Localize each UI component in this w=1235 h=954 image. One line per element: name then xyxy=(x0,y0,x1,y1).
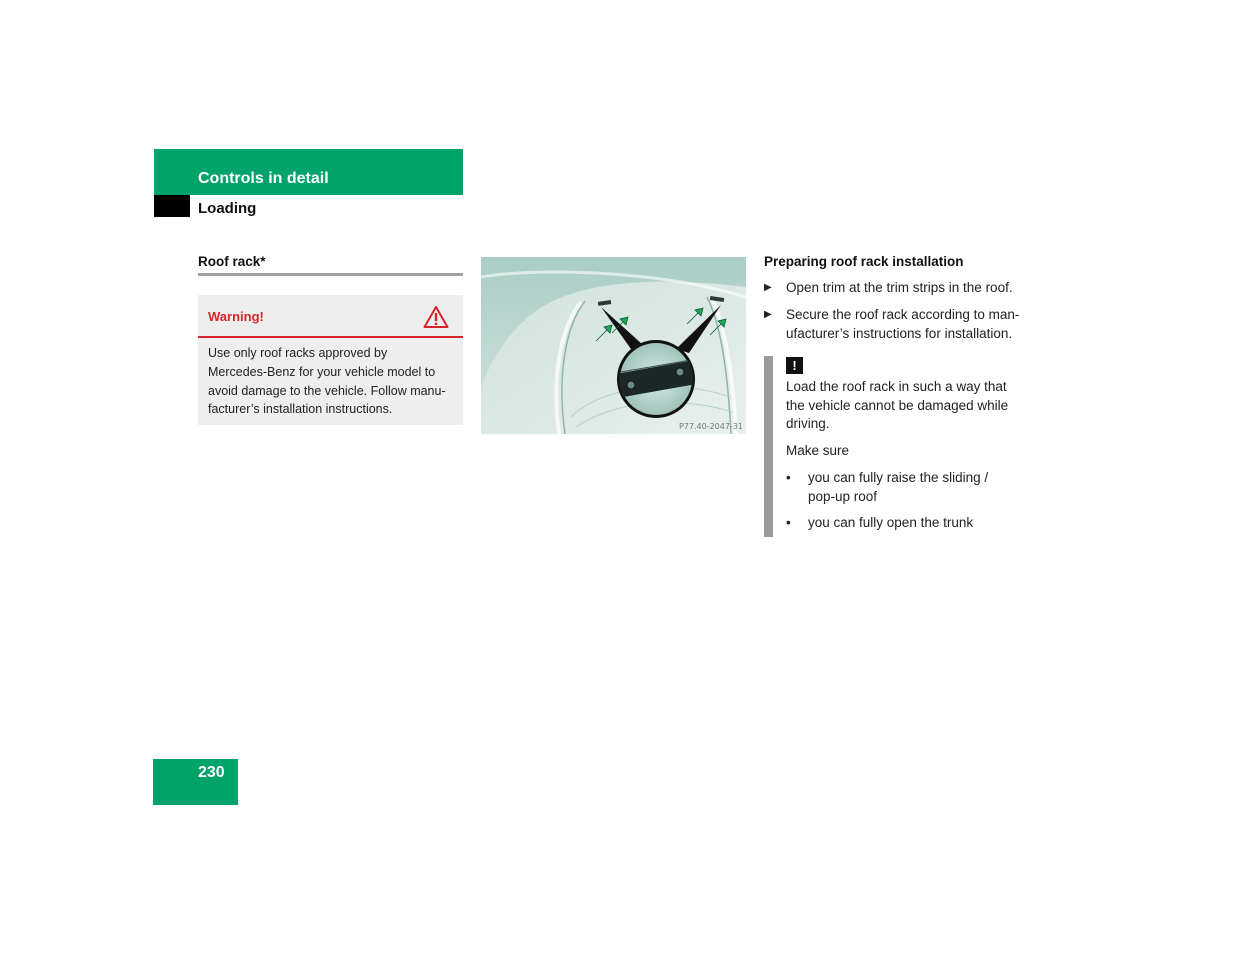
bullet-icon: • xyxy=(786,470,791,485)
subsection-marker xyxy=(154,195,190,217)
warning-header xyxy=(198,295,463,338)
page-number: 230 xyxy=(198,764,225,781)
note-line: driving. xyxy=(786,416,830,431)
exclamation-icon: ! xyxy=(786,357,803,374)
warning-line: Use only roof racks approved by xyxy=(208,346,388,360)
roof-rack-heading: Roof rack* xyxy=(198,254,266,269)
make-sure-text: Make sure xyxy=(786,443,850,458)
bullet-icon: • xyxy=(786,515,791,530)
list-item xyxy=(786,469,1036,506)
section-title: Controls in detail xyxy=(198,170,329,187)
bullet-text: you can fully open the trunk xyxy=(808,515,974,530)
bullet-text: you can fully raise the sliding / xyxy=(808,470,989,485)
subsection-title: Loading xyxy=(198,200,257,217)
warning-line: facturer’s installation instructions. xyxy=(208,402,393,417)
warning-line: Mercedes-Benz for your vehicle model to xyxy=(208,364,436,379)
step-text: Open trim at the trim strips in the roof. xyxy=(786,280,1013,295)
warning-label: Warning! xyxy=(208,309,264,324)
step-arrow-icon: ▶ xyxy=(764,282,772,293)
roof-rack-illustration xyxy=(481,257,746,434)
illustration-code: P77.40-2047-31 xyxy=(678,422,743,431)
step-text: ufacturer’s instructions for installation. xyxy=(786,325,1013,341)
note-line: the vehicle cannot be damaged while xyxy=(786,397,1009,413)
page-number-box xyxy=(153,759,238,805)
note-paragraph xyxy=(786,378,1036,434)
warning-triangle-icon xyxy=(423,305,449,329)
step-arrow-icon: ▶ xyxy=(764,309,772,320)
warning-box xyxy=(198,295,463,425)
list-item xyxy=(786,514,1036,533)
warning-text xyxy=(208,344,456,419)
step-text: Secure the roof rack according to man- xyxy=(786,307,1020,322)
heading-rule xyxy=(198,273,463,276)
preparing-heading: Preparing roof rack installation xyxy=(764,254,964,269)
instruction-step xyxy=(764,306,1044,343)
note-line: Load the roof rack in such a way that xyxy=(786,379,1007,394)
warning-line: avoid damage to the vehicle. Follow manu- xyxy=(208,383,446,398)
note-bar xyxy=(764,356,773,537)
car-roof-drawing xyxy=(481,257,746,434)
instruction-step xyxy=(764,279,1044,298)
bullet-text: pop-up roof xyxy=(808,488,878,504)
